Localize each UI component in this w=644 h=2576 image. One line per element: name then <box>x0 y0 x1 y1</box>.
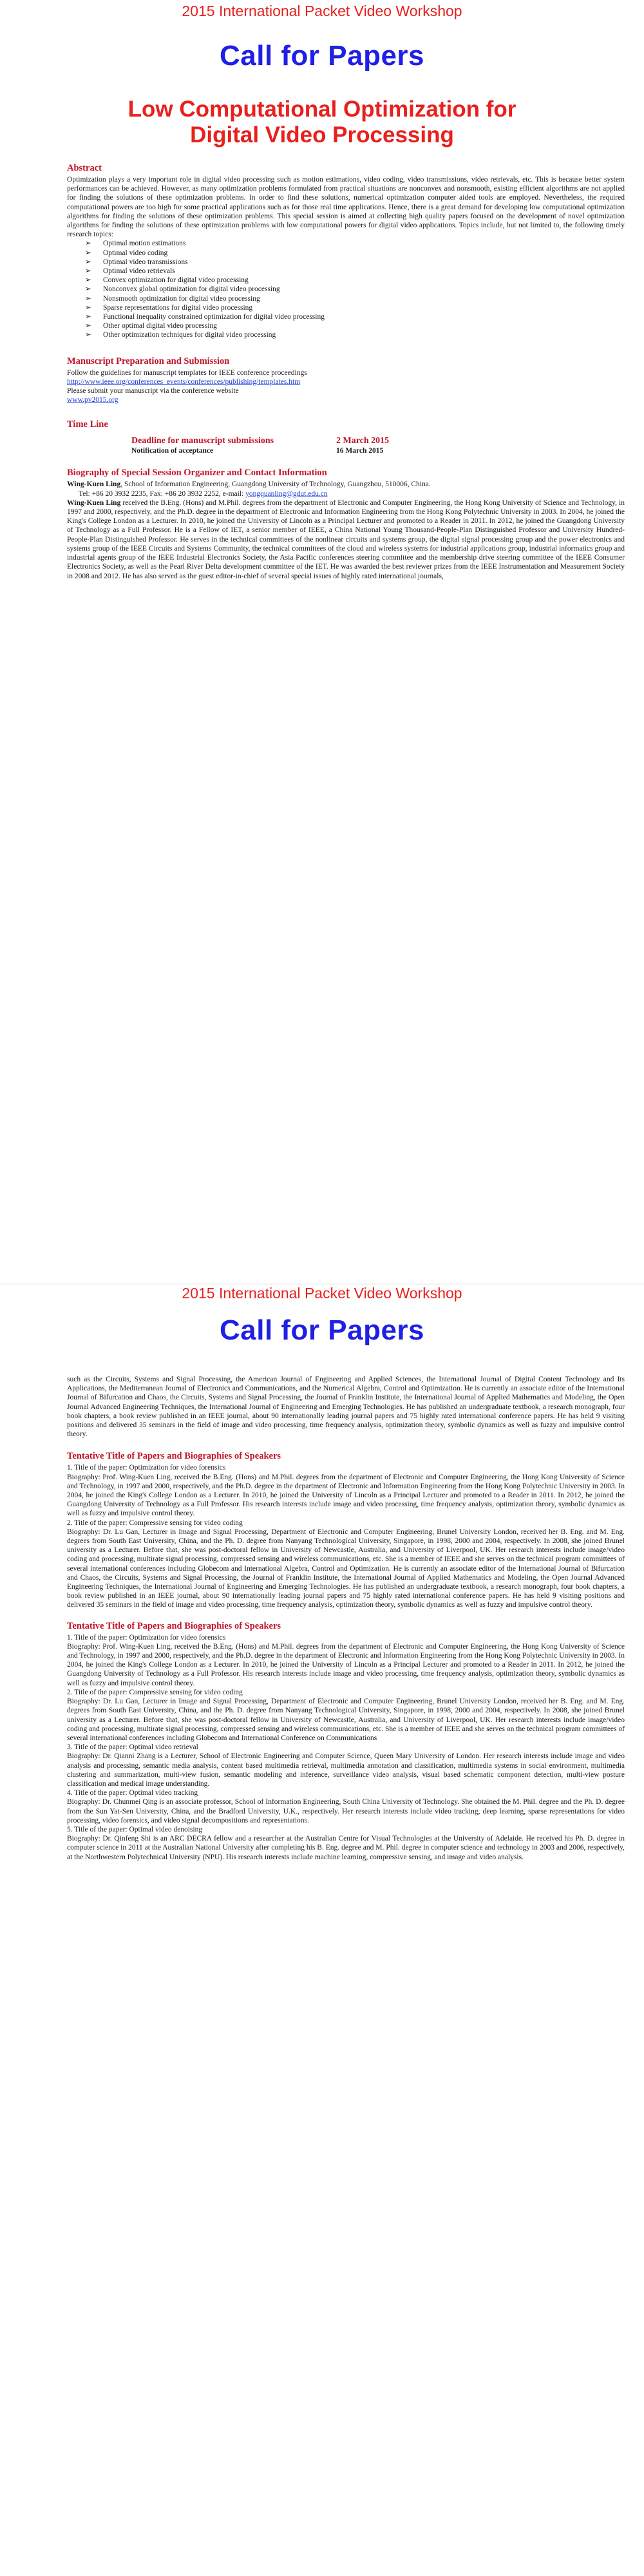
arrow-bullet-icon: ➢ <box>85 303 91 312</box>
deadline-label: Deadline for manuscript submissions <box>131 436 274 446</box>
submission-heading: Manuscript Preparation and Submission <box>67 355 230 366</box>
speaker-biography: Biography: Dr. Lu Gan, Lecturer in Image and Signal Processing, Department of Electronic and Computer Engineering, Brunel University London, received her B. Eng. and M. Eng. degrees from South East University, China, and the Ph. D. degree from Nanyang Technological University, Singapore, in 1998, 2000 and 2004, respectively. In 2008, she joined Brunel university as a Lecturer. Before that, she was post-doctoral fellow in University of Newcastle, Australia, and University of Liverpool, UK. Her research interests include image/video coding and processing, multirate signal processing, compressed sensing and wireless communications, etc. She is a member of IEEE and she serves on the technical program committees of several international conferences including Globecom and International Algebra, Control and Optimization. He is currently an associate editor of the International Journal of Bifurcation and Chaos, the Circuits, Systems and Signal Processing, the Journal of Franklin Institute, the International Journal of Applied Mathematics and Modeling, the Open Journal Advanced Engineering Techniques, the International Journal of Engineering and Emerging Technologies. He has published an undergraduate textbook, a research monograph, four book chapters, a book review published in an IEEE journal, about 90 internationally leading journal papers and 75 highly rated international conference papers. He has held 9 visiting positions and delivered 35 seminars in the field of image and video processing, time frequency analysis, optimization theory, symbolic dynamics as well as fuzzy and impulsive control theory. <box>67 1528 625 1609</box>
deadline-value: 2 March 2015 <box>336 436 390 446</box>
topic-item <box>85 312 625 321</box>
tentative-heading-2: Tentative Title of Papers and Biographies of Speakers <box>67 1620 281 1631</box>
page-2-content <box>67 1375 625 1862</box>
call-for-papers-title-page-2: Call for Papers <box>219 1314 425 1346</box>
topic-label: Other optimal digital video processing <box>103 322 217 330</box>
tentative-heading-1: Tentative Title of Papers and Biographies of Speakers <box>67 1451 281 1462</box>
workshop-title: 2015 International Packet Video Workshop <box>182 3 462 19</box>
arrow-bullet-icon: ➢ <box>85 285 91 294</box>
topic-item <box>85 258 625 267</box>
page-1-content <box>67 162 625 581</box>
call-for-papers-title: Call for Papers <box>219 40 425 71</box>
speaker-biography: Biography: Prof. Wing-Kuen Ling, received the B.Eng. (Hons) and M.Phil. degrees from the department of Electronic and Computer Engineering, the Hong Kong University of Science and Technology, in 1997 and 2000, respectively, and the Ph.D. degree in the department of Electronic and Information Engineering from the Hong Kong Polytechnic University in 2003. In 2004, he joined the King's College London as a Lecturer. In 2010, he joined the University of Lincoln as a Principal Lecturer and promoted to a Reader in 2011. In 2012, he joined the Guangdong University of Technology as a Full Professor. His research interests include image and video processing, time frequency analysis, optimization theory, symbolic dynamics as well as fuzzy and impulsive control theory. <box>67 1473 625 1518</box>
paper-title: 2. Title of the paper: Compressive sensing for video coding <box>67 1519 243 1527</box>
template-link[interactable]: http://www.ieee.org/conferences_events/conferences/publishing/templates.htm <box>67 377 301 386</box>
workshop-title-page-2: 2015 International Packet Video Workshop <box>182 1285 462 1302</box>
topic-label: Optimal video retrievals <box>103 267 175 276</box>
topic-item <box>85 303 625 312</box>
deadline-row <box>131 435 625 446</box>
notification-label: Notification of acceptance <box>131 447 214 455</box>
submission-guideline-text: Follow the guidelines for manuscript templates for IEEE conference proceedings <box>67 368 307 377</box>
organizer-email-link[interactable]: yongquanling@gdut.edu.cn <box>245 489 328 498</box>
page-2 <box>0 1285 644 2570</box>
organizer-name: Wing-Kuen Ling <box>67 480 121 489</box>
speaker-biography: Biography: Prof. Wing-Kuen Ling, received the B.Eng. (Hons) and M.Phil. degrees from the department of Electronic and Computer Engineering, the Hong Kong University of Science and Technology, in 1997 and 2000, respectively, and the Ph.D. degree in the department of Electronic and Information Engineering from the Hong Kong Polytechnic University in 2003. In 2004, he joined the King's College London as a Lecturer. In 2010, he joined the University of Lincoln as a Principal Lecturer and promoted to a Reader in 2011. In 2012, he joined the Guangdong University of Technology as a Full Professor. His research interests include image and video processing, time frequency analysis, optimization theory, symbolic dynamics as well as fuzzy and impulsive control theory. <box>67 1642 625 1687</box>
arrow-bullet-icon: ➢ <box>85 249 91 257</box>
topic-list <box>85 239 625 339</box>
conference-website-link[interactable]: www.pv2015.org <box>67 396 118 404</box>
submission-website-text: Please submit your manuscript via the conference website <box>67 387 239 395</box>
tentative-list-2 <box>67 1633 625 1862</box>
abstract-heading: Abstract <box>67 163 102 173</box>
arrow-bullet-icon: ➢ <box>85 240 91 248</box>
topic-label: Optimal motion estimations <box>103 240 186 248</box>
arrow-bullet-icon: ➢ <box>85 267 91 276</box>
topic-label: Sparse representations for digital video processing <box>103 303 253 312</box>
notification-value: 16 March 2015 <box>336 447 384 455</box>
timeline-heading: Time Line <box>67 419 108 430</box>
abstract-text: Optimization plays a very important role in digital video processing such as motion estimations, video coding, video transmissions, video retrievals, etc. This is because better system performances can be achieved. However, as many optimization problems formulated from practical situations are nonconvex and nonsmooth, existing efficient algorithms are not applied for finding the solutions of these optimization problems. In order to find these solutions, numerical optimization computer aided tools are employed. Nevertheless, the required computational powers are too high for some practical applications such as for those real time applications. Hence, there is a great demand for developing low computational optimization algorithms for finding the solutions of these optimization problems. This special session is aimed at collecting high quality papers focused on the development of novel optimization algorithms for finding the solutions of these optimization problems with low computational powers for digital video applications. Topics include, but not limited to, the following timely research topics: <box>67 176 625 239</box>
topic-item <box>85 276 625 285</box>
organizer-affiliation: Wing-Kuen Ling, School of Information Engineering, Guangdong University of Technology, Guangzhou, 510006, China. <box>67 480 431 489</box>
topic-item <box>85 321 625 330</box>
arrow-bullet-icon: ➢ <box>85 258 91 266</box>
paper-title: 1. Title of the paper: Optimization for video forensics <box>67 1633 226 1642</box>
speaker-biography: Biography: Dr. Lu Gan, Lecturer in Image and Signal Processing, Department of Electronic and Computer Engineering, Brunel University London, received her B. Eng. and M. Eng. degrees from South East University, China, and the Ph. D. degree from Nanyang Technological University, Singapore, in 1998, 2000 and 2004, respectively. In 2008, she joined Brunel university as a Lecturer. Before that, she was post-doctoral fellow in University of Newcastle, Australia, and University of Liverpool, UK. Her research interests include image/video coding and processing, multirate signal processing, compressed sensing and wireless communications, etc. She is a member of IEEE and she serves on the technical program committees of several international conferences including Globecom and International Conference on Communications <box>67 1698 625 1742</box>
topic-label: Nonconvex global optimization for digital video processing <box>103 285 280 294</box>
organizer-biography-continued: such as the Circuits, Systems and Signal Processing, the American Journal of Engineering and Applied Sciences, the International Journal of Digital Content Technology and Its Applications, the Mediterranean Journal of Electronics and Communications, and the Numerical Algebra, Control and Optimization. He is currently an associate editor of the International Journal of Bifurcation and Chaos, the Circuits, Systems and Signal Processing, the Journal of Franklin Institute, the International Journal of Applied Mathematics and Modeling, the Open Journal Advanced Engineering Techniques, the International Journal of Engineering and Emerging Technologies. He has published an undergraduate textbook, a research monograph, four book chapters, a book review published in an IEEE journal, about 90 internationally leading journal papers and 75 highly rated international conference papers. He has held 9 visiting positions and delivered 35 seminars in the field of image and video processing, time frequency analysis, optimization theory, symbolic dynamics as well as fuzzy and impulsive control theory. <box>67 1376 625 1439</box>
notification-row <box>131 446 625 455</box>
tentative-list-1 <box>67 1463 625 1609</box>
speaker-biography: Biography: Dr. Qinfeng Shi is an ARC DECRA fellow and a researcher at the Australian Centre for Visual Technologies at the University of Adelaide. He received his Ph. D. degree in computer science in 2011 at the Australian National University after completing his B. Eng. degree and M. Phil. degree in computer science and technology in 2003 and 2006, respectively, at the Northwestern Polytechnical University (NPU). His research interests include machine learning, compressive sensing, and image and video analysis. <box>67 1835 625 1861</box>
topic-item <box>85 330 625 339</box>
topic-item <box>85 249 625 258</box>
paper-title: 3. Title of the paper: Optimal video retrieval <box>67 1743 198 1752</box>
arrow-bullet-icon: ➢ <box>85 276 91 285</box>
page-1 <box>0 0 644 1285</box>
organizer-contact: Tel: +86 20 3932 2235, Fax: +86 20 3932 2252, e-mail: yongquanling@gdut.edu.cn <box>79 489 328 498</box>
arrow-bullet-icon: ➢ <box>85 331 91 339</box>
topic-label: Convex optimization for digital video processing <box>103 276 249 285</box>
paper-title: 5. Title of the paper: Optimal video denoising <box>67 1825 203 1833</box>
topic-label: Nonsmooth optimization for digital video processing <box>103 294 260 303</box>
biography-heading: Biography of Special Session Organizer and Contact Information <box>67 468 327 478</box>
topic-item <box>85 267 625 276</box>
arrow-bullet-icon: ➢ <box>85 313 91 321</box>
topic-label: Optimal video transmissions <box>103 258 188 266</box>
topic-label: Optimal video coding <box>103 249 168 257</box>
topic-item <box>85 285 625 294</box>
topic-item <box>85 239 625 248</box>
topic-item <box>85 294 625 303</box>
paper-title: 4. Title of the paper: Optimal video tracking <box>67 1789 198 1797</box>
arrow-bullet-icon: ➢ <box>85 294 91 303</box>
paper-title: 1. Title of the paper: Optimization for video forensics <box>67 1464 226 1472</box>
topic-label: Other optimization techniques for digital video processing <box>103 331 276 339</box>
arrow-bullet-icon: ➢ <box>85 322 91 330</box>
organizer-biography: Wing-Kuen Ling received the B.Eng. (Hons) and M.Phil. degrees from the department of Electronic and Computer Engineering, the Hong Kong University of Science and Technology, in 1997 and 2000, respectively, and the Ph.D. degree in the department of Electronic and Information Engineering from the Hong Kong Polytechnic University in 2003. In 2004, he joined the King's College London as a Lecturer. In 2010, he joined the University of Lincoln as a Principal Lecturer and promoted to a Reader in 2011. In 2012, he joined the Guangdong University of Technology as a Full Professor. He is a Fellow of IET, a senior member of IEEE, a China National Young Thousand-People-Plan Distinguished Professor and University Hundred-People-Plan Distinguished Professor. He serves in the technical committees of the nonlinear circuits and systems group, the digital signal processing group and the power electronics and systems group of the IEEE Circuits and Systems Community, the technical committees of the cloud and wireless systems for industrial applications group, industrial informatics group and industrial agents group of the IEEE Industrial Electronics Society, the Asia Pacific conferences steering committee and the membership drive steering committee of the IEEE Consumer Electronics Society, as well as the Pearl River Delta development committee of the IET. He was awarded the best reviewer prizes from the IEEE Instrumentation and Measurement Society in 2008 and 2012. He has also served as the guest editor-in-chief of several special issues of highly rated international journals, <box>67 498 625 580</box>
speaker-biography: Biography: Dr. Qianni Zhang is a Lecturer, School of Electronic Engineering and Computer Science, Queen Mary University of London. Her research interests include image and video analysis and processing, semantic media analysis, content based multimedia retrieval, multimedia annotation and classification, multimedia systems in social environment, multimedia clustering and summarization, multi-view fusion, semantic modeling and inference, surveillance video analysis, visual based schematic component detection, multi-view posture classification and medical image understanding. <box>67 1752 625 1788</box>
paper-title: 2. Title of the paper: Compressive sensing for video coding <box>67 1688 243 1696</box>
topic-label: Functional inequality constrained optimization for digital video processing <box>103 313 325 321</box>
bio-name: Wing-Kuen Ling <box>67 498 121 507</box>
session-title: Low Computational Optimization for Digital Video Processing <box>128 97 516 147</box>
speaker-biography: Biography: Dr. Chunmei Qing is an associate professor, School of Information Engineering, South China University of Technology. She obtained the M. Phil. degree and the Ph. D. degree from the Sun Yat-Sen University, China, and the Bradford University, U.K., respectively. Her research interests include video tracking, deep learning, sparse representations for video processing, video forensics, and video signal decompositions and representations. <box>67 1798 625 1824</box>
